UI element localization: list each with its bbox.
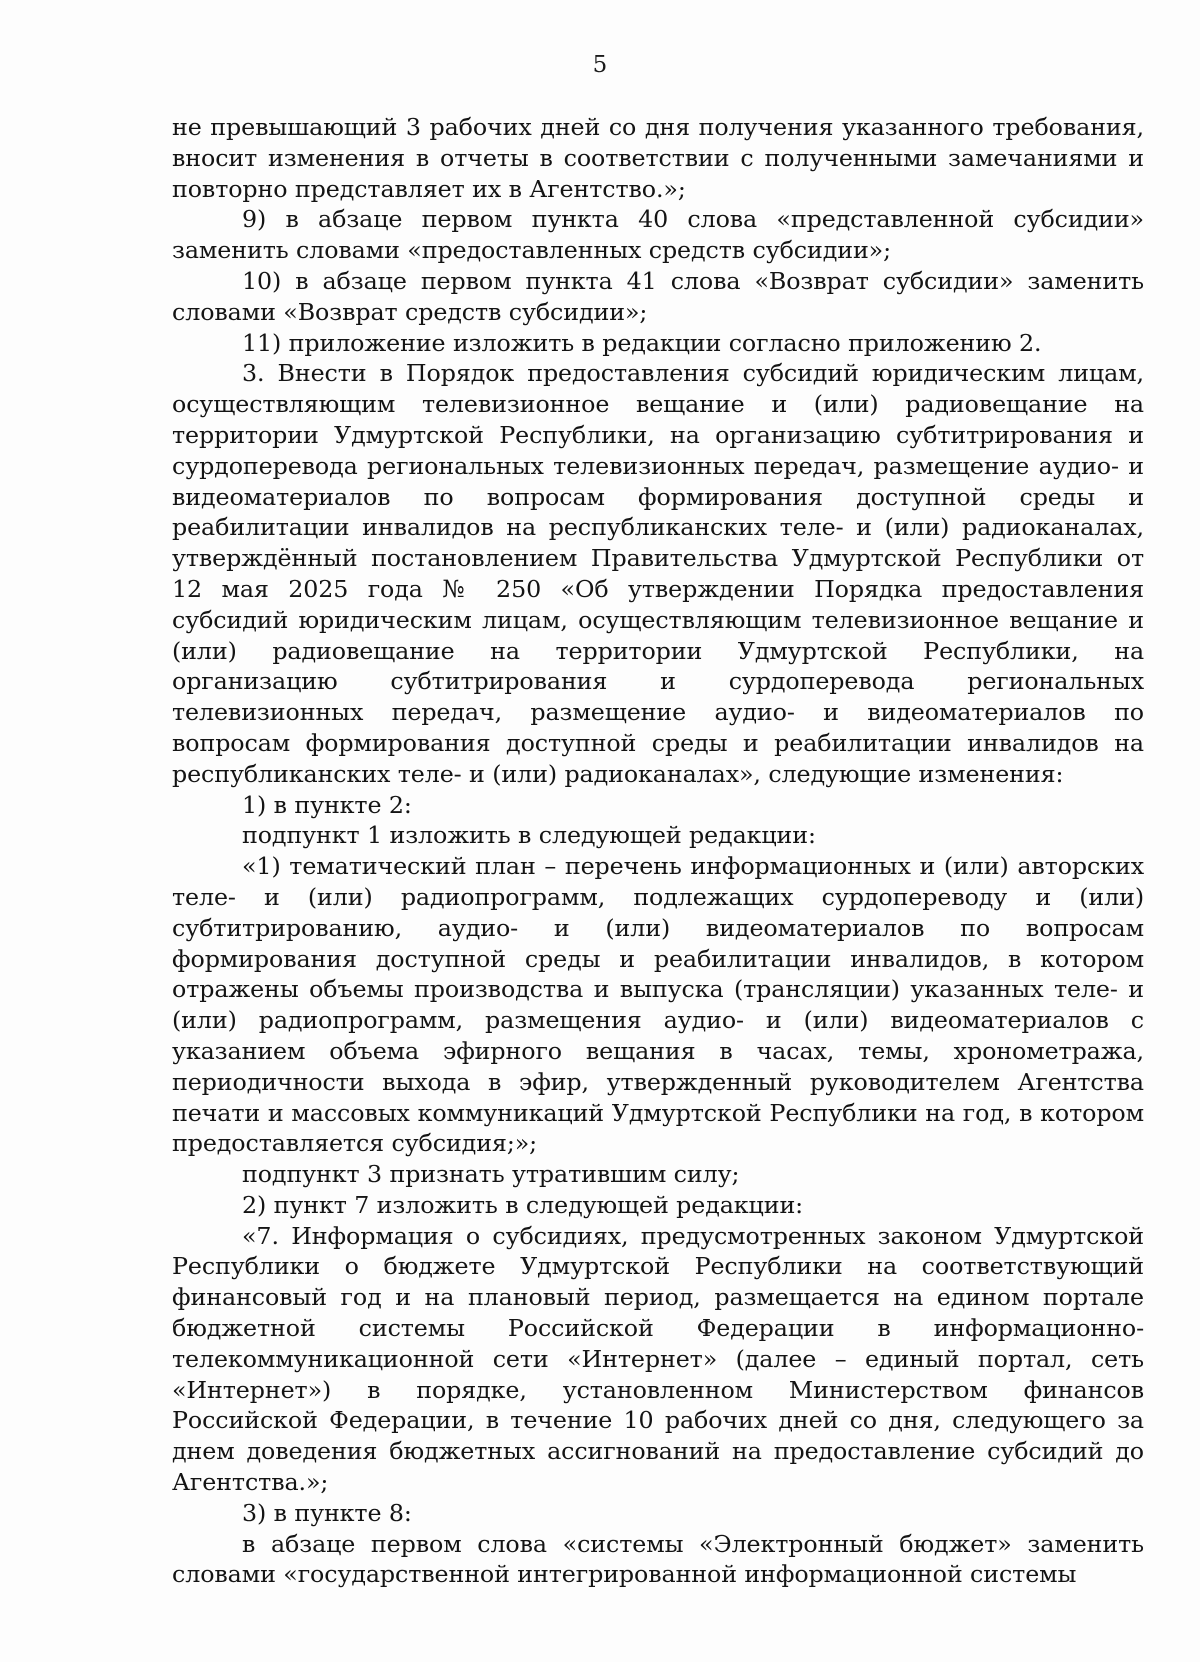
paragraph: подпункт 1 изложить в следующей редакции: bbox=[242, 821, 816, 850]
paragraph: в абзаце первом слова «системы «Электронный бюджет» заменить словами «государственной интегрированной информационной системы bbox=[172, 1529, 1144, 1589]
paragraph: 9) в абзаце первом пункта 40 слова «представленной субсидии» заменить словами «предоставленных средств субсидии»; bbox=[172, 205, 1144, 265]
paragraph: 3. Внести в Порядок предоставления субсидий юридическим лицам, осуществляющим телевизионное вещание и (или) радиовещание на территории Удмуртской Республики, на организацию субтитрирования и сурдоперевода региональных телевизионных передач, размещение аудио- и видеоматериалов по вопросам формирования доступной среды и реабилитации инвалидов на республиканских теле- и (или) радиоканалах, утверждённый постановлением Правительства Удмуртской Республики от 12 мая 2025 года № 250 «Об утверждении Порядка предоставления субсидий юридическим лицам, осуществляющим телевизионное вещание и (или) радиовещание на территории Удмуртской Республики, на организацию субтитрирования и сурдоперевода региональных телевизионных передач, размещение аудио- и видеоматериалов по вопросам формирования доступной среды и реабилитации инвалидов на республиканских теле- и (или) радиоканалах», следующие изменения: bbox=[172, 359, 1144, 788]
paragraph: 3) в пункте 8: bbox=[242, 1498, 412, 1527]
paragraph: 11) приложение изложить в редакции согласно приложению 2. bbox=[242, 328, 1042, 357]
paragraph: не превышающий 3 рабочих дней со дня получения указанного требования, вносит изменения в отчеты в соответствии с полученными замечаниями и повторно представляет их в Агентство.»; bbox=[172, 113, 1144, 203]
page-number: 5 bbox=[592, 52, 608, 78]
paragraph: 2) пункт 7 изложить в следующей редакции: bbox=[242, 1190, 804, 1219]
paragraph: «1) тематический план – перечень информационных и (или) авторских теле- и (или) радиопрограмм, подлежащих сурдопереводу и (или) субтитрированию, аудио- и (или) видеоматериалов по вопросам формирования доступной среды и реабилитации инвалидов, в котором отражены объемы производства и выпуска (трансляции) указанных теле- и (или) радиопрограмм, размещения аудио- и (или) видеоматериалов с указанием объема эфирного вещания в часах, темы, хронометража, периодичности выхода в эфир, утвержденный руководителем Агентства печати и массовых коммуникаций Удмуртской Республики на год, в котором предоставляется субсидия;»; bbox=[172, 852, 1144, 1158]
paragraph: 10) в абзаце первом пункта 41 слова «Возврат субсидии» заменить словами «Возврат средств субсидии»; bbox=[172, 266, 1144, 326]
document-body bbox=[172, 112, 1144, 1590]
paragraph: «7. Информация о субсидиях, предусмотренных законом Удмуртской Республики о бюджете Удмуртской Республики на соответствующий финансовый год и на плановый период, размещается на едином портале бюджетной системы Российской Федерации в информационно-телекоммуникационной сети «Интернет» (далее – единый портал, сеть «Интернет») в порядке, установленном Министерством финансов Российской Федерации, в течение 10 рабочих дней со дня, следующего за днем доведения бюджетных ассигнований на предоставление субсидий до Агентства.»; bbox=[172, 1221, 1144, 1497]
paragraph: 1) в пункте 2: bbox=[242, 790, 412, 819]
paragraph: подпункт 3 признать утратившим силу; bbox=[242, 1160, 740, 1189]
